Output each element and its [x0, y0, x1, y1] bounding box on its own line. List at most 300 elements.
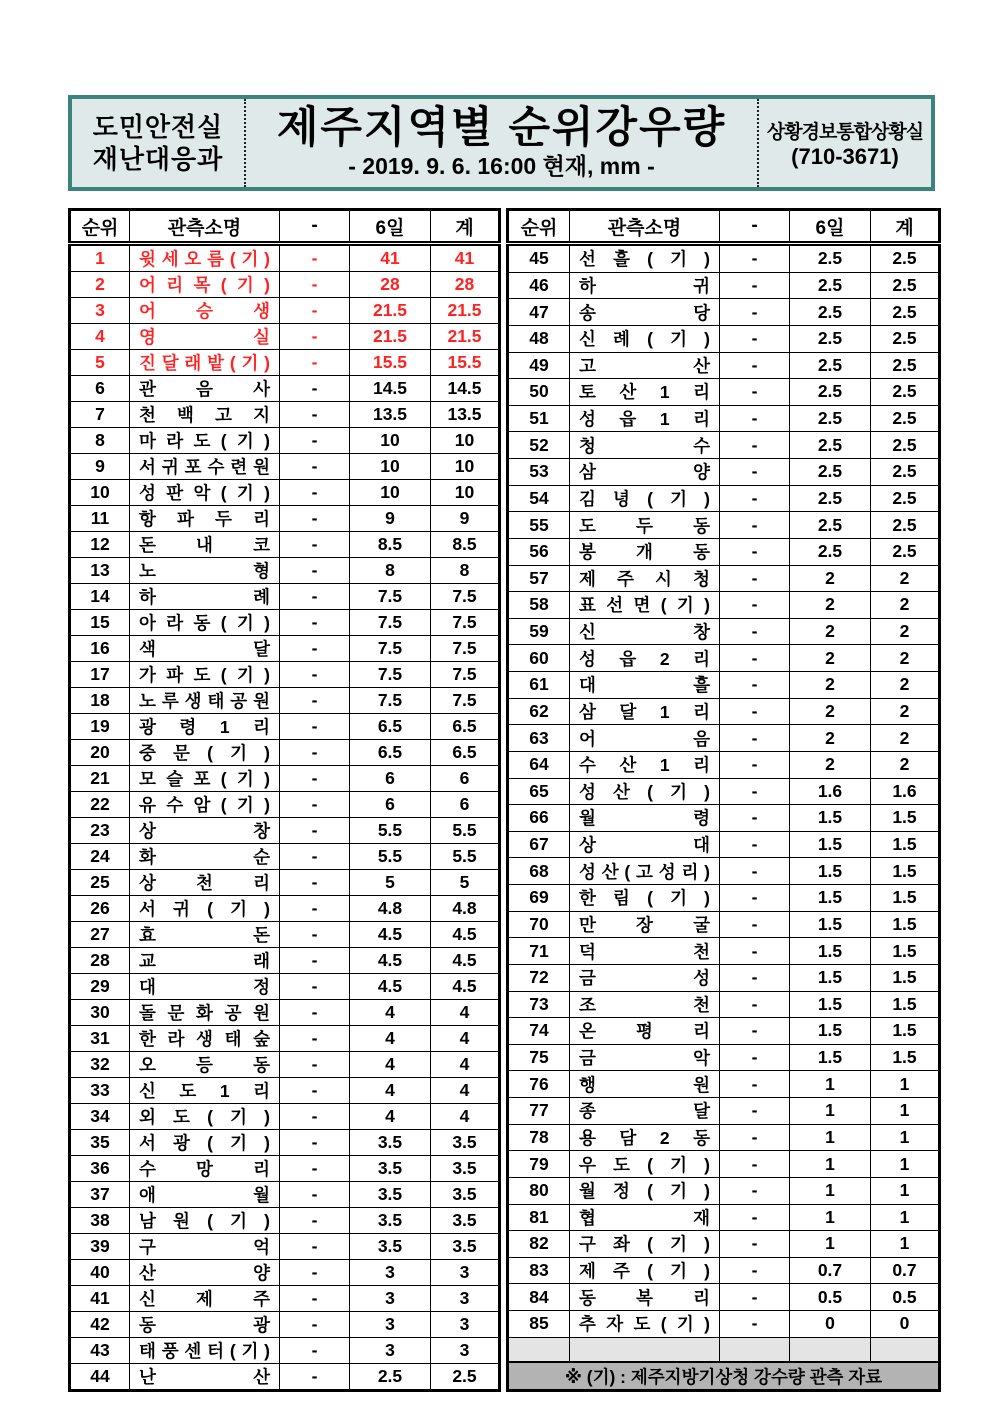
cell-day6: 2.5	[790, 244, 871, 273]
cell-dash: -	[720, 1151, 790, 1178]
cell-total: 0.5	[871, 1284, 940, 1311]
cell-total: 10	[431, 480, 500, 506]
cell-total: 3.5	[431, 1182, 500, 1208]
department-line2: 재난대응과	[92, 144, 224, 174]
table-row	[508, 352, 940, 379]
cell-rank: 7	[70, 402, 130, 428]
cell-total: 2	[871, 698, 940, 725]
table-row	[508, 1071, 940, 1098]
cell-dash: -	[720, 1018, 790, 1045]
cell-rank: 50	[508, 379, 570, 406]
cell-name: 성 읍 2 리	[570, 645, 720, 672]
table-row	[70, 1130, 500, 1156]
cell-total: 2.5	[871, 244, 940, 273]
table-row	[70, 844, 500, 870]
cell-dash: -	[280, 610, 350, 636]
table-row	[70, 714, 500, 740]
cell-day6: 28	[350, 272, 431, 298]
cell-dash: -	[720, 1231, 790, 1258]
cell-day6: 1	[790, 1098, 871, 1125]
cell-rank: 14	[70, 584, 130, 610]
cell-name: 신 례 ( 기 )	[570, 325, 720, 352]
cell-rank: 57	[508, 565, 570, 592]
cell-dash: -	[720, 432, 790, 459]
cell-dash: -	[280, 1260, 350, 1286]
cell-rank: 6	[70, 376, 130, 402]
cell-name: 상 대	[570, 831, 720, 858]
table-row	[70, 792, 500, 818]
table-row	[508, 1151, 940, 1178]
table-row	[508, 485, 940, 512]
table-row	[70, 1338, 500, 1364]
table-row	[508, 778, 940, 805]
cell-dash: -	[280, 636, 350, 662]
cell-dash: -	[280, 844, 350, 870]
cell-name: 애 월	[130, 1182, 280, 1208]
footnote-row	[508, 1362, 940, 1390]
cell-rank: 79	[508, 1151, 570, 1178]
cell-rank: 24	[70, 844, 130, 870]
cell-rank: 8	[70, 428, 130, 454]
cell-rank: 64	[508, 751, 570, 778]
cell-total: 2.5	[431, 1364, 500, 1391]
table-row	[70, 1208, 500, 1234]
rainfall-table-left	[68, 208, 501, 1392]
cell-dash: -	[280, 1104, 350, 1130]
cell-total: 4.5	[431, 922, 500, 948]
cell-total: 1.5	[871, 991, 940, 1018]
table-row	[70, 1364, 500, 1391]
table-row	[508, 1284, 940, 1311]
cell-dash: -	[280, 532, 350, 558]
col-header-total: 계	[871, 210, 940, 244]
cell-dash: -	[280, 1182, 350, 1208]
cell-rank: 11	[70, 506, 130, 532]
cell-name: 어 리 목 ( 기 )	[130, 272, 280, 298]
cell-name: 신 제 주	[130, 1286, 280, 1312]
tables-area	[68, 208, 935, 1392]
cell-day6: 1.5	[790, 858, 871, 885]
cell-dash: -	[280, 454, 350, 480]
cell-day6: 14.5	[350, 376, 431, 402]
table-row	[70, 1182, 500, 1208]
cell-name: 돌 문 화 공 원	[130, 1000, 280, 1026]
cell-rank: 53	[508, 459, 570, 486]
cell-name: 성 읍 1 리	[570, 405, 720, 432]
cell-rank: 78	[508, 1124, 570, 1151]
cell-rank: 34	[70, 1104, 130, 1130]
cell-rank: 81	[508, 1204, 570, 1231]
cell-dash: -	[720, 1257, 790, 1284]
cell-dash: -	[720, 725, 790, 752]
cell-dash: -	[280, 1364, 350, 1391]
cell-dash: -	[280, 1130, 350, 1156]
cell-name: 토 산 1 리	[570, 379, 720, 406]
cell-day6: 2.5	[790, 299, 871, 326]
cell-dash: -	[720, 618, 790, 645]
table-row	[508, 459, 940, 486]
cell-dash: -	[720, 325, 790, 352]
table-row	[70, 1052, 500, 1078]
cell-day6: 1.5	[790, 885, 871, 912]
table-row	[508, 244, 940, 273]
cell-rank: 20	[70, 740, 130, 766]
cell-rank: 75	[508, 1044, 570, 1071]
cell-rank: 38	[70, 1208, 130, 1234]
cell-name: 관 음 사	[130, 376, 280, 402]
cell-total: 28	[431, 272, 500, 298]
table-row	[508, 538, 940, 565]
table-row	[70, 1078, 500, 1104]
cell-rank: 51	[508, 405, 570, 432]
cell-name: 윗 세 오 름 ( 기 )	[130, 244, 280, 272]
cell-name: 한 림 ( 기 )	[570, 885, 720, 912]
cell-day6: 4.8	[350, 896, 431, 922]
cell-day6: 1.6	[790, 778, 871, 805]
cell-name: 제 주 시 청	[570, 565, 720, 592]
cell-total: 2	[871, 725, 940, 752]
cell-day6: 1.5	[790, 805, 871, 832]
cell-day6: 1.5	[790, 991, 871, 1018]
cell-rank: 52	[508, 432, 570, 459]
cell-dash: -	[280, 1156, 350, 1182]
cell-total: 10	[431, 454, 500, 480]
cell-day6: 7.5	[350, 584, 431, 610]
cell-dash: -	[720, 805, 790, 832]
cell-day6: 3	[350, 1260, 431, 1286]
cell-rank: 80	[508, 1177, 570, 1204]
cell-name: 서 귀 포 수 련 원	[130, 454, 280, 480]
cell-rank: 41	[70, 1286, 130, 1312]
cell-day6: 3	[350, 1338, 431, 1364]
cell-total: 6	[431, 766, 500, 792]
cell-rank: 2	[70, 272, 130, 298]
cell-name: 모 슬 포 ( 기 )	[130, 766, 280, 792]
table-row	[508, 858, 940, 885]
cell-rank: 82	[508, 1231, 570, 1258]
cell-name: 산 양	[130, 1260, 280, 1286]
cell-day6: 0.5	[790, 1284, 871, 1311]
cell-dash: -	[280, 974, 350, 1000]
page-title: 제주지역별 순위강우량	[276, 104, 727, 153]
cell-day6: 1	[790, 1204, 871, 1231]
cell-rank: 17	[70, 662, 130, 688]
cell-rank: 46	[508, 272, 570, 299]
cell-total: 1.5	[871, 1044, 940, 1071]
cell-rank: 37	[70, 1182, 130, 1208]
cell-dash: -	[720, 405, 790, 432]
cell-day6: 4.5	[350, 948, 431, 974]
cell-name: 상 천 리	[130, 870, 280, 896]
cell-total: 2.5	[871, 459, 940, 486]
cell-dash: -	[720, 1071, 790, 1098]
cell-total: 3.5	[431, 1130, 500, 1156]
cell-name: 봉 개 동	[570, 538, 720, 565]
cell-day6: 6	[350, 766, 431, 792]
cell-name: 수 망 리	[130, 1156, 280, 1182]
cell-rank: 56	[508, 538, 570, 565]
cell-dash: -	[720, 565, 790, 592]
cell-total: 2.5	[871, 299, 940, 326]
cell-dash: -	[280, 244, 350, 272]
cell-rank: 83	[508, 1257, 570, 1284]
cell-rank: 48	[508, 325, 570, 352]
cell-dash: -	[720, 272, 790, 299]
cell-name: 돈 내 코	[130, 532, 280, 558]
table-row	[70, 506, 500, 532]
cell-name: 김 녕 ( 기 )	[570, 485, 720, 512]
cell-day6: 8	[350, 558, 431, 584]
document-header	[68, 95, 935, 191]
cell-total: 15.5	[431, 350, 500, 376]
cell-total: 14.5	[431, 376, 500, 402]
empty-cell	[570, 1337, 720, 1362]
cell-day6: 1.5	[790, 1018, 871, 1045]
cell-name: 금 악	[570, 1044, 720, 1071]
cell-dash: -	[280, 1338, 350, 1364]
cell-total: 10	[431, 428, 500, 454]
cell-dash: -	[280, 506, 350, 532]
cell-day6: 2	[790, 725, 871, 752]
cell-name: 우 도 ( 기 )	[570, 1151, 720, 1178]
cell-rank: 1	[70, 244, 130, 272]
cell-name: 만 장 굴	[570, 911, 720, 938]
cell-name: 성 산 ( 기 )	[570, 778, 720, 805]
cell-name: 수 산 1 리	[570, 751, 720, 778]
cell-rank: 12	[70, 532, 130, 558]
cell-name: 하 귀	[570, 272, 720, 299]
cell-total: 5.5	[431, 818, 500, 844]
cell-dash: -	[280, 1026, 350, 1052]
cell-name: 한 라 생 태 숲	[130, 1026, 280, 1052]
cell-dash: -	[280, 1000, 350, 1026]
cell-day6: 2.5	[790, 512, 871, 539]
table-row	[70, 272, 500, 298]
cell-total: 1.5	[871, 831, 940, 858]
cell-day6: 2	[790, 618, 871, 645]
cell-day6: 1.5	[790, 911, 871, 938]
table-row	[508, 565, 940, 592]
cell-day6: 1.5	[790, 1044, 871, 1071]
cell-total: 4.5	[431, 948, 500, 974]
table-row	[508, 379, 940, 406]
cell-rank: 18	[70, 688, 130, 714]
cell-rank: 68	[508, 858, 570, 885]
office-phone: (710-3671)	[791, 143, 899, 169]
cell-day6: 2	[790, 592, 871, 619]
table-row	[70, 532, 500, 558]
cell-name: 동 복 리	[570, 1284, 720, 1311]
cell-total: 5.5	[431, 844, 500, 870]
cell-day6: 3	[350, 1286, 431, 1312]
cell-dash: -	[280, 428, 350, 454]
cell-name: 금 성	[570, 964, 720, 991]
cell-rank: 15	[70, 610, 130, 636]
cell-total: 0	[871, 1311, 940, 1338]
cell-rank: 33	[70, 1078, 130, 1104]
col-header-station: 관측소명	[570, 210, 720, 244]
cell-day6: 2.5	[790, 352, 871, 379]
cell-name: 송 당	[570, 299, 720, 326]
cell-total: 2.5	[871, 405, 940, 432]
cell-day6: 2	[790, 698, 871, 725]
cell-dash: -	[280, 870, 350, 896]
table-row	[70, 402, 500, 428]
cell-name: 선 흘 ( 기 )	[570, 244, 720, 273]
cell-rank: 16	[70, 636, 130, 662]
cell-rank: 36	[70, 1156, 130, 1182]
cell-dash: -	[720, 379, 790, 406]
cell-rank: 27	[70, 922, 130, 948]
cell-total: 1.5	[871, 858, 940, 885]
cell-total: 3.5	[431, 1156, 500, 1182]
col-header-total: 계	[431, 210, 500, 244]
cell-name: 종 달	[570, 1098, 720, 1125]
cell-dash: -	[280, 402, 350, 428]
table-row	[508, 805, 940, 832]
table-row	[508, 645, 940, 672]
cell-total: 1.5	[871, 805, 940, 832]
cell-dash: -	[720, 485, 790, 512]
cell-dash: -	[720, 858, 790, 885]
cell-dash: -	[720, 538, 790, 565]
cell-total: 6	[431, 792, 500, 818]
table-row	[70, 298, 500, 324]
cell-total: 2	[871, 751, 940, 778]
table-row	[508, 911, 940, 938]
cell-day6: 3.5	[350, 1130, 431, 1156]
cell-rank: 28	[70, 948, 130, 974]
cell-total: 1	[871, 1204, 940, 1231]
table-row	[508, 1044, 940, 1071]
cell-total: 2.5	[871, 485, 940, 512]
cell-name: 신 창	[570, 618, 720, 645]
cell-total: 2.5	[871, 538, 940, 565]
cell-day6: 7.5	[350, 688, 431, 714]
cell-day6: 9	[350, 506, 431, 532]
table-row	[70, 1234, 500, 1260]
cell-dash: -	[720, 592, 790, 619]
cell-day6: 6.5	[350, 714, 431, 740]
cell-total: 4	[431, 1026, 500, 1052]
table-header-row	[70, 210, 500, 244]
empty-cell	[871, 1337, 940, 1362]
cell-dash: -	[720, 299, 790, 326]
cell-name: 협 재	[570, 1204, 720, 1231]
cell-rank: 65	[508, 778, 570, 805]
cell-name: 어 승 생	[130, 298, 280, 324]
cell-day6: 2.5	[350, 1364, 431, 1391]
cell-total: 2	[871, 592, 940, 619]
cell-rank: 25	[70, 870, 130, 896]
cell-dash: -	[280, 1052, 350, 1078]
cell-day6: 2.5	[790, 325, 871, 352]
cell-dash: -	[720, 1284, 790, 1311]
table-row	[508, 1311, 940, 1338]
cell-name: 오 등 동	[130, 1052, 280, 1078]
table-row	[70, 896, 500, 922]
cell-name: 조 천	[570, 991, 720, 1018]
cell-name: 추 자 도 ( 기 )	[570, 1311, 720, 1338]
cell-rank: 9	[70, 454, 130, 480]
table-row	[70, 922, 500, 948]
cell-dash: -	[720, 512, 790, 539]
rainfall-table-right	[506, 208, 941, 1392]
cell-name: 청 수	[570, 432, 720, 459]
cell-total: 2.5	[871, 272, 940, 299]
cell-day6: 2	[790, 565, 871, 592]
cell-total: 2	[871, 672, 940, 699]
cell-day6: 2.5	[790, 379, 871, 406]
cell-total: 3.5	[431, 1208, 500, 1234]
table-row	[70, 870, 500, 896]
contact-block	[759, 99, 931, 187]
table-row	[70, 740, 500, 766]
table-row	[70, 428, 500, 454]
table-row	[70, 948, 500, 974]
cell-total: 4.8	[431, 896, 500, 922]
cell-dash: -	[280, 350, 350, 376]
cell-name: 난 산	[130, 1364, 280, 1391]
cell-name: 서 귀 ( 기 )	[130, 896, 280, 922]
cell-total: 2.5	[871, 325, 940, 352]
cell-rank: 73	[508, 991, 570, 1018]
table-row	[508, 831, 940, 858]
cell-name: 색 달	[130, 636, 280, 662]
cell-rank: 32	[70, 1052, 130, 1078]
cell-rank: 77	[508, 1098, 570, 1125]
cell-dash: -	[280, 922, 350, 948]
cell-total: 2	[871, 618, 940, 645]
cell-rank: 67	[508, 831, 570, 858]
cell-dash: -	[280, 298, 350, 324]
cell-name: 서 광 ( 기 )	[130, 1130, 280, 1156]
cell-day6: 1.5	[790, 964, 871, 991]
cell-total: 2.5	[871, 352, 940, 379]
cell-name: 광 령 1 리	[130, 714, 280, 740]
cell-total: 2	[871, 645, 940, 672]
cell-name: 대 흘	[570, 672, 720, 699]
cell-total: 4.5	[431, 974, 500, 1000]
col-header-dash: -	[720, 210, 790, 244]
cell-total: 21.5	[431, 298, 500, 324]
cell-rank: 30	[70, 1000, 130, 1026]
footnote: ※ (기) : 제주지방기상청 강수량 관측 자료	[508, 1362, 940, 1390]
cell-name: 온 평 리	[570, 1018, 720, 1045]
cell-name: 덕 천	[570, 938, 720, 965]
cell-day6: 3.5	[350, 1234, 431, 1260]
cell-total: 1.5	[871, 964, 940, 991]
table-row	[70, 662, 500, 688]
cell-day6: 3.5	[350, 1208, 431, 1234]
cell-total: 6.5	[431, 714, 500, 740]
cell-day6: 8.5	[350, 532, 431, 558]
cell-total: 3.5	[431, 1234, 500, 1260]
cell-day6: 13.5	[350, 402, 431, 428]
cell-day6: 0	[790, 1311, 871, 1338]
cell-total: 8	[431, 558, 500, 584]
cell-dash: -	[720, 645, 790, 672]
cell-dash: -	[720, 459, 790, 486]
cell-day6: 4	[350, 1078, 431, 1104]
cell-dash: -	[720, 672, 790, 699]
cell-rank: 72	[508, 964, 570, 991]
cell-rank: 4	[70, 324, 130, 350]
cell-day6: 2.5	[790, 432, 871, 459]
cell-name: 표 선 면 ( 기 )	[570, 592, 720, 619]
cell-total: 3	[431, 1260, 500, 1286]
cell-rank: 74	[508, 1018, 570, 1045]
